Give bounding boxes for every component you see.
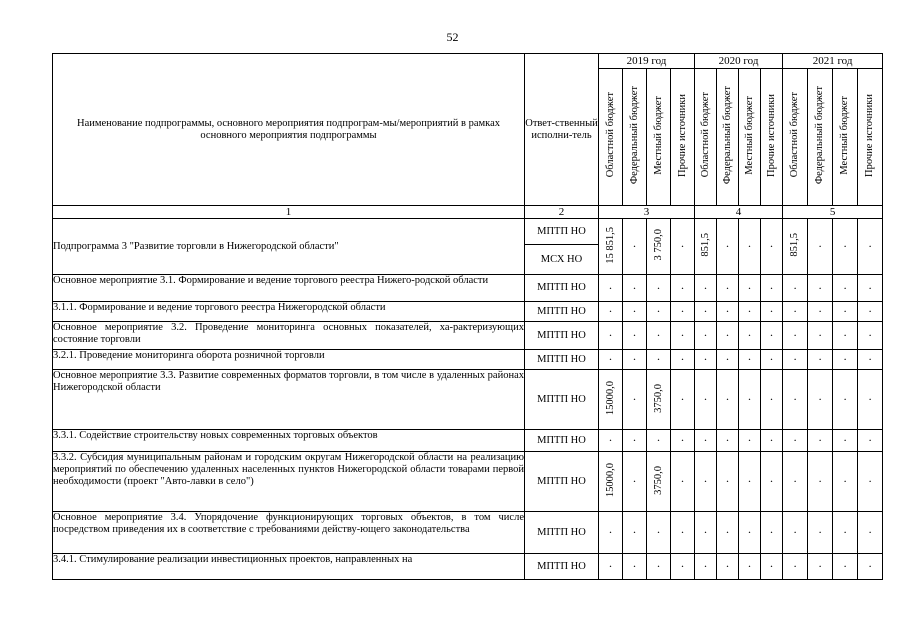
- row-executor: МПТП НО: [525, 275, 599, 302]
- empty-value-dot: ·: [761, 302, 783, 322]
- empty-value-dot: ·: [858, 302, 883, 322]
- empty-value-dot: ·: [761, 275, 783, 302]
- source-header-federal: Федеральный бюджет: [808, 69, 833, 206]
- empty-value-dot: ·: [808, 322, 833, 350]
- empty-value-dot: ·: [858, 554, 883, 580]
- row-name: Основное мероприятие 3.2. Проведение мониторинга основных показателей, ха-рактеризующих состояние торговли: [53, 322, 525, 350]
- column-index: 5: [783, 206, 883, 219]
- empty-value-dot: ·: [695, 512, 717, 554]
- empty-value-dot: ·: [761, 322, 783, 350]
- empty-value-dot: ·: [695, 430, 717, 452]
- executor-column-header: Ответ-ственный исполни-тель: [525, 54, 599, 206]
- table-row-3-4: [53, 512, 883, 554]
- empty-value-dot: ·: [717, 370, 739, 430]
- empty-value-dot: ·: [808, 219, 833, 275]
- value-2020-regional: 851,5: [695, 219, 717, 275]
- empty-value-dot: ·: [833, 512, 858, 554]
- value-2019-local: 3 750,0: [647, 219, 671, 275]
- value-2019-regional: 15 851,5: [599, 219, 623, 275]
- table-row-3-3-2: [53, 452, 883, 512]
- row-name: Основное мероприятие 3.4. Упорядочение функционирующих торговых объектов, в том числе посредством приведения их в соответствие с требованиями действу-ющего законодательства: [53, 512, 525, 554]
- empty-value-dot: ·: [717, 350, 739, 370]
- empty-value-dot: ·: [833, 370, 858, 430]
- empty-value-dot: ·: [783, 554, 808, 580]
- empty-value-dot: ·: [761, 452, 783, 512]
- empty-value-dot: ·: [717, 452, 739, 512]
- empty-value-dot: ·: [808, 302, 833, 322]
- empty-value-dot: ·: [761, 350, 783, 370]
- empty-value-dot: ·: [623, 430, 647, 452]
- empty-value-dot: ·: [833, 322, 858, 350]
- empty-value-dot: ·: [671, 302, 695, 322]
- empty-value-dot: ·: [671, 350, 695, 370]
- source-header-local: Местный бюджет: [647, 69, 671, 206]
- empty-value-dot: ·: [808, 452, 833, 512]
- empty-value-dot: ·: [623, 370, 647, 430]
- header-row-years: [53, 54, 883, 69]
- row-name: 3.3.1. Содействие строительству новых современных торговых объектов: [53, 430, 525, 452]
- value-2021-regional: 851,5: [783, 219, 808, 275]
- empty-value-dot: ·: [599, 554, 623, 580]
- empty-value-dot: ·: [739, 322, 761, 350]
- year-header-2020: 2020 год: [695, 54, 783, 69]
- budget-table: [52, 53, 883, 580]
- row-executor: МПТП НО: [525, 219, 599, 245]
- empty-value-dot: ·: [833, 350, 858, 370]
- empty-value-dot: ·: [695, 554, 717, 580]
- source-header-federal: Федеральный бюджет: [623, 69, 647, 206]
- empty-value-dot: ·: [599, 322, 623, 350]
- empty-value-dot: ·: [623, 350, 647, 370]
- empty-value-dot: ·: [739, 370, 761, 430]
- source-header-other: Прочие источники: [858, 69, 883, 206]
- table-row-3-3: [53, 370, 883, 430]
- source-header-other: Прочие источники: [671, 69, 695, 206]
- value-2019-local: 3750,0: [647, 370, 671, 430]
- value-2019-local: 3750,0: [647, 452, 671, 512]
- empty-value-dot: ·: [623, 452, 647, 512]
- empty-value-dot: ·: [739, 350, 761, 370]
- empty-value-dot: ·: [717, 430, 739, 452]
- row-executor: МПТП НО: [525, 350, 599, 370]
- empty-value-dot: ·: [858, 430, 883, 452]
- empty-value-dot: ·: [671, 554, 695, 580]
- empty-value-dot: ·: [858, 322, 883, 350]
- table-row-3-1: [53, 275, 883, 302]
- value-2019-regional: 15000,0: [599, 452, 623, 512]
- source-header-regional: Областной бюджет: [695, 69, 717, 206]
- empty-value-dot: ·: [695, 452, 717, 512]
- row-name: Подпрограмма 3 "Развитие торговли в Нижегородской области": [53, 219, 525, 275]
- empty-value-dot: ·: [647, 512, 671, 554]
- row-executor: МПТП НО: [525, 322, 599, 350]
- empty-value-dot: ·: [599, 350, 623, 370]
- row-executor: МПТП НО: [525, 430, 599, 452]
- empty-value-dot: ·: [623, 512, 647, 554]
- column-index: 2: [525, 206, 599, 219]
- empty-value-dot: ·: [833, 219, 858, 275]
- empty-value-dot: ·: [671, 512, 695, 554]
- empty-value-dot: ·: [739, 512, 761, 554]
- row-name: 3.1.1. Формирование и ведение торгового реестра Нижегородской области: [53, 302, 525, 322]
- table-row-subprogram-3: [53, 219, 883, 245]
- empty-value-dot: ·: [623, 275, 647, 302]
- empty-value-dot: ·: [833, 430, 858, 452]
- row-executor: МСХ НО: [525, 245, 599, 275]
- source-header-federal: Федеральный бюджет: [717, 69, 739, 206]
- empty-value-dot: ·: [808, 430, 833, 452]
- empty-value-dot: ·: [647, 302, 671, 322]
- empty-value-dot: ·: [647, 430, 671, 452]
- empty-value-dot: ·: [783, 302, 808, 322]
- table-row-3-4-1: [53, 554, 883, 580]
- empty-value-dot: ·: [623, 554, 647, 580]
- empty-value-dot: ·: [671, 452, 695, 512]
- empty-value-dot: ·: [808, 350, 833, 370]
- empty-value-dot: ·: [783, 350, 808, 370]
- empty-value-dot: ·: [808, 512, 833, 554]
- empty-value-dot: ·: [647, 275, 671, 302]
- row-executor: МПТП НО: [525, 512, 599, 554]
- empty-value-dot: ·: [695, 322, 717, 350]
- empty-value-dot: ·: [761, 219, 783, 275]
- empty-value-dot: ·: [833, 452, 858, 512]
- row-name: 3.2.1. Проведение мониторинга оборота розничной торговли: [53, 350, 525, 370]
- empty-value-dot: ·: [739, 219, 761, 275]
- empty-value-dot: ·: [783, 322, 808, 350]
- empty-value-dot: ·: [783, 512, 808, 554]
- empty-value-dot: ·: [739, 430, 761, 452]
- row-name: Основное мероприятие 3.3. Развитие современных форматов торговли, в том числе в удаленных районах Нижегородской области: [53, 370, 525, 430]
- empty-value-dot: ·: [858, 512, 883, 554]
- source-header-local: Местный бюджет: [833, 69, 858, 206]
- empty-value-dot: ·: [833, 302, 858, 322]
- empty-value-dot: ·: [783, 275, 808, 302]
- name-column-header: Наименование подпрограммы, основного мероприятия подпрограм-мы/мероприятий в рамках основного мероприятия подпрограммы: [53, 54, 525, 206]
- empty-value-dot: ·: [739, 302, 761, 322]
- empty-value-dot: ·: [599, 302, 623, 322]
- empty-value-dot: ·: [858, 350, 883, 370]
- table-row-3-2: [53, 322, 883, 350]
- empty-value-dot: ·: [647, 350, 671, 370]
- row-name: Основное мероприятие 3.1. Формирование и ведение торгового реестра Нижего-родской области: [53, 275, 525, 302]
- table-row-3-3-1: [53, 430, 883, 452]
- row-executor: МПТП НО: [525, 302, 599, 322]
- empty-value-dot: ·: [858, 370, 883, 430]
- year-header-2019: 2019 год: [599, 54, 695, 69]
- empty-value-dot: ·: [717, 219, 739, 275]
- empty-value-dot: ·: [783, 430, 808, 452]
- year-header-2021: 2021 год: [783, 54, 883, 69]
- row-executor: МПТП НО: [525, 370, 599, 430]
- empty-value-dot: ·: [808, 370, 833, 430]
- empty-value-dot: ·: [739, 275, 761, 302]
- row-executor: МПТП НО: [525, 452, 599, 512]
- source-header-regional: Областной бюджет: [783, 69, 808, 206]
- row-executor: МПТП НО: [525, 554, 599, 580]
- column-index: 1: [53, 206, 525, 219]
- empty-value-dot: ·: [761, 370, 783, 430]
- empty-value-dot: ·: [695, 275, 717, 302]
- row-name: 3.3.2. Субсидия муниципальным районам и городским округам Нижегородской области на реализацию мероприятий по обеспечению удаленных населенных пунктов Нижегородской области товарами первой необходимости (проект "Авто-лавки в село"): [53, 452, 525, 512]
- empty-value-dot: ·: [761, 554, 783, 580]
- empty-value-dot: ·: [761, 512, 783, 554]
- source-header-other: Прочие источники: [761, 69, 783, 206]
- empty-value-dot: ·: [695, 370, 717, 430]
- empty-value-dot: ·: [717, 554, 739, 580]
- empty-value-dot: ·: [599, 430, 623, 452]
- empty-value-dot: ·: [647, 554, 671, 580]
- table-row-3-1-1: [53, 302, 883, 322]
- empty-value-dot: ·: [623, 322, 647, 350]
- source-header-regional: Областной бюджет: [599, 69, 623, 206]
- table-row-3-2-1: [53, 350, 883, 370]
- empty-value-dot: ·: [671, 322, 695, 350]
- page-number: 52: [446, 30, 459, 44]
- empty-value-dot: ·: [671, 275, 695, 302]
- empty-value-dot: ·: [783, 370, 808, 430]
- empty-value-dot: ·: [858, 275, 883, 302]
- empty-value-dot: ·: [717, 302, 739, 322]
- empty-value-dot: ·: [739, 452, 761, 512]
- empty-value-dot: ·: [599, 275, 623, 302]
- empty-value-dot: ·: [717, 275, 739, 302]
- empty-value-dot: ·: [671, 370, 695, 430]
- empty-value-dot: ·: [717, 512, 739, 554]
- empty-value-dot: ·: [623, 302, 647, 322]
- empty-value-dot: ·: [833, 275, 858, 302]
- empty-value-dot: ·: [808, 554, 833, 580]
- empty-value-dot: ·: [858, 452, 883, 512]
- column-index-row: [53, 206, 883, 219]
- empty-value-dot: ·: [695, 302, 717, 322]
- empty-value-dot: ·: [695, 350, 717, 370]
- empty-value-dot: ·: [717, 322, 739, 350]
- empty-value-dot: ·: [647, 322, 671, 350]
- column-index: 4: [695, 206, 783, 219]
- value-2019-regional: 15000,0: [599, 370, 623, 430]
- empty-value-dot: ·: [858, 219, 883, 275]
- empty-value-dot: ·: [808, 275, 833, 302]
- empty-value-dot: ·: [623, 219, 647, 275]
- empty-value-dot: ·: [739, 554, 761, 580]
- empty-value-dot: ·: [671, 430, 695, 452]
- empty-value-dot: ·: [671, 219, 695, 275]
- column-index: 3: [599, 206, 695, 219]
- row-name: 3.4.1. Стимулирование реализации инвестиционных проектов, направленных на: [53, 554, 525, 580]
- source-header-local: Местный бюджет: [739, 69, 761, 206]
- empty-value-dot: ·: [783, 452, 808, 512]
- empty-value-dot: ·: [599, 512, 623, 554]
- empty-value-dot: ·: [833, 554, 858, 580]
- empty-value-dot: ·: [761, 430, 783, 452]
